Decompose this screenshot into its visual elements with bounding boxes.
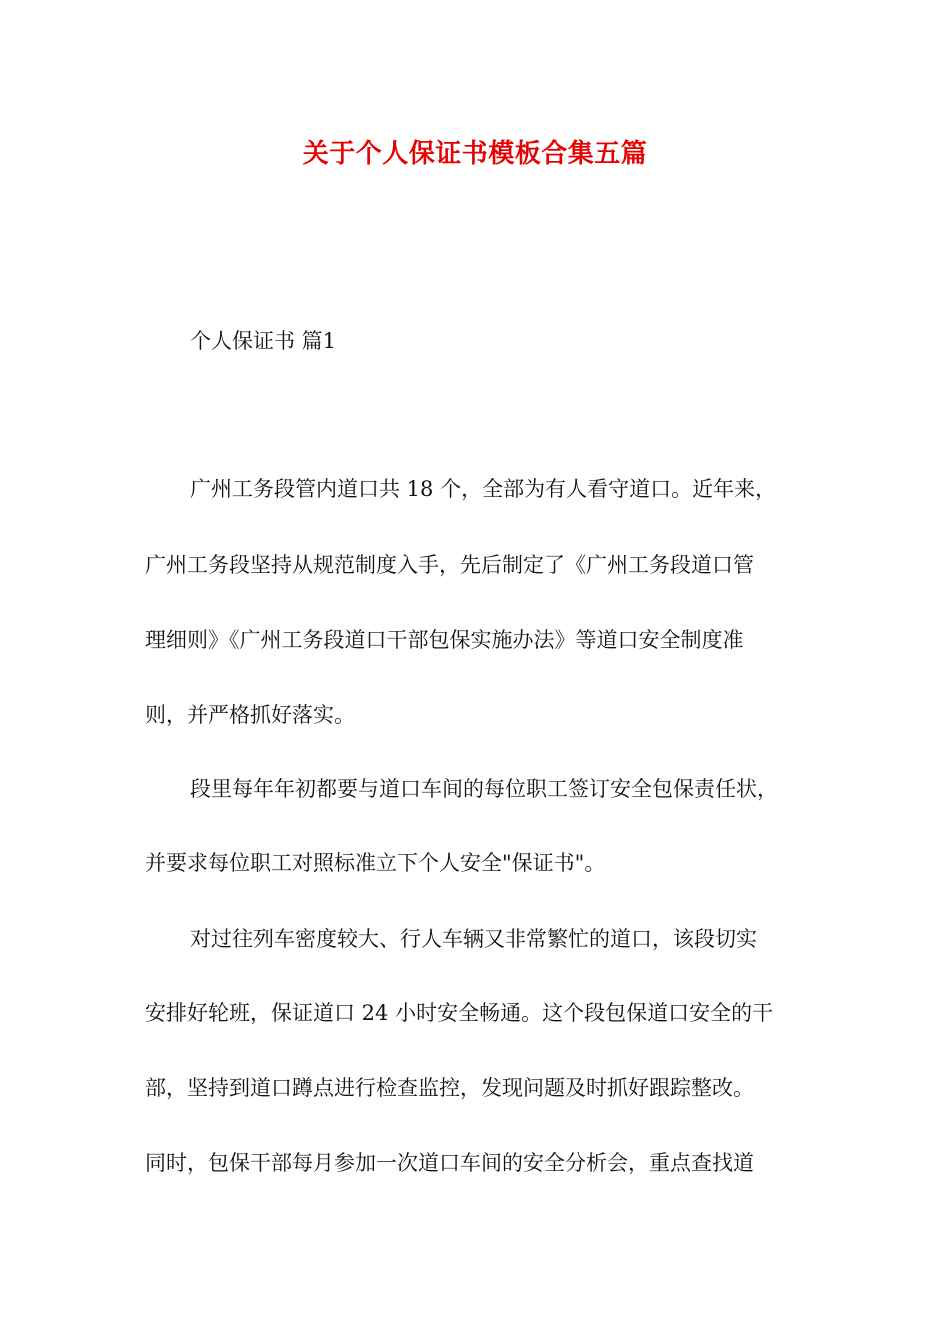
paragraph-line: 广州工务段管内道口共 18 个，全部为有人看守道口。近年来，: [190, 477, 777, 501]
section-heading: 个人保证书 篇1: [190, 329, 337, 353]
paragraph-line: 则，并严格抓好落实。: [145, 703, 355, 727]
paragraph-line: 广州工务段坚持从规范制度入手，先后制定了《广州工务段道口管: [145, 553, 754, 577]
paragraph-line: 并要求每位职工对照标准立下个人安全"保证书"。: [145, 851, 606, 875]
paragraph-line: 安排好轮班，保证道口 24 小时安全畅通。这个段包保道口安全的干: [145, 1001, 774, 1025]
paragraph-line: 段里每年年初都要与道口车间的每位职工签订安全包保责任状，: [190, 777, 778, 801]
paragraph-line: 理细则》《广州工务段道口干部包保实施办法》等道口安全制度准: [145, 628, 744, 652]
paragraph-line: 部，坚持到道口蹲点进行检查监控，发现问题及时抓好跟踪整改。: [145, 1076, 754, 1100]
paragraph-line: 同时，包保干部每月参加一次道口车间的安全分析会，重点查找道: [145, 1151, 754, 1175]
document-title: 关于个人保证书模板合集五篇: [302, 139, 648, 169]
paragraph-line: 对过往列车密度较大、行人车辆又非常繁忙的道口，该段切实: [190, 927, 757, 951]
